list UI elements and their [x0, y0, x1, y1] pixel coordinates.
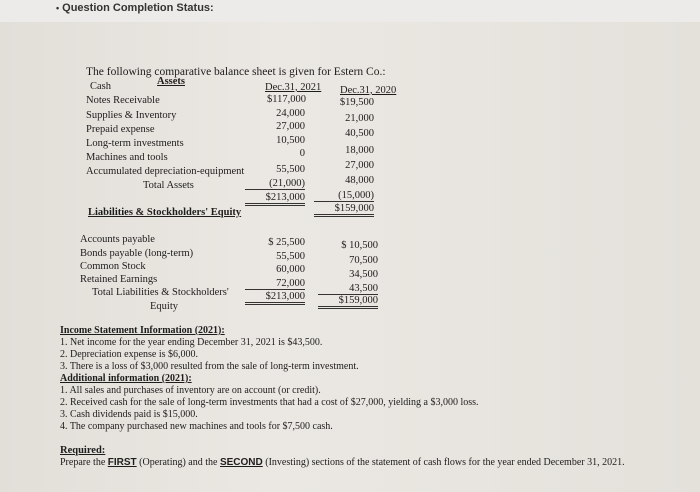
required-prefix: Prepare the: [60, 457, 108, 468]
liabilities-heading: Liabilities & Stockholders' Equity: [88, 207, 242, 218]
liability-label: Common Stock: [80, 261, 146, 272]
first-keyword: FIRST: [107, 457, 137, 468]
asset-value-2021: 24,000: [276, 108, 305, 119]
asset-label: Supplies & Inventory: [86, 110, 177, 121]
asset-value-2021: 55,500: [276, 164, 305, 175]
status-label: Question Completion Status:: [62, 2, 214, 14]
question-content: [0, 22, 700, 492]
additional-item: 2. Received cash for the sale of long-term investments that had a cost of $27,000, yielding a $3,000 loss.: [60, 397, 479, 408]
additional-item: 4. The company purchased new machines and tools for $7,500 cash.: [60, 421, 333, 432]
liability-value-2020: 70,500: [349, 255, 378, 266]
asset-value-2020: (15,000): [314, 190, 374, 202]
liability-label: Bonds payable (long-term): [80, 248, 194, 259]
asset-label: Accumulated depreciation-equipment: [86, 166, 245, 177]
liability-label: Retained Earnings: [80, 274, 158, 285]
required-mid1: (Operating) and the: [136, 457, 220, 468]
asset-label: Machines and tools: [86, 152, 168, 163]
total-assets-label: Total Assets: [143, 180, 194, 191]
asset-value-2021: $117,000: [267, 94, 306, 105]
liability-value-2020: $ 10,500: [341, 240, 378, 251]
asset-value-2020: 18,000: [345, 145, 374, 156]
income-item: 2. Depreciation expense is $6,000.: [60, 349, 199, 360]
income-item: 1. Net income for the year ending December 31, 2021 is $43,500.: [60, 337, 323, 348]
required-mid2: (Investing) sections of the statement of cash flows for the year ended December 31, 2021.: [262, 457, 625, 468]
asset-value-2021: 27,000: [276, 121, 305, 132]
question-status: [56, 2, 214, 14]
asset-value-2020: 40,500: [345, 128, 374, 139]
income-item: 3. There is a loss of $3,000 resulted from the sale of long-term investment.: [60, 361, 359, 372]
additional-heading: Additional information (2021):: [60, 373, 192, 384]
asset-value-2021: 10,500: [276, 135, 305, 146]
asset-label: Cash: [90, 81, 111, 92]
col-2020-heading: Dec.31, 2020: [340, 85, 397, 96]
liability-value-2021: 72,000: [245, 278, 305, 290]
liability-value-2020: 34,500: [349, 269, 378, 280]
assets-heading: Assets: [157, 76, 185, 87]
total-assets-2020: $159,000: [314, 203, 374, 217]
intro-text: The following comparative balance sheet is given for Estern Co.:: [86, 66, 386, 78]
liability-label: Accounts payable: [80, 234, 155, 245]
liability-value-2021: 60,000: [276, 264, 305, 275]
total-liabilities-label-2: Equity: [150, 301, 178, 312]
asset-value-2021: (21,000): [245, 178, 305, 190]
asset-value-2020: 21,000: [345, 113, 374, 124]
required-heading: Required:: [60, 445, 106, 456]
income-heading: Income Statement Information (2021):: [60, 325, 225, 336]
liability-value-2021: 55,500: [276, 251, 305, 262]
asset-value-2020: 27,000: [345, 160, 374, 171]
asset-label: Prepaid expense: [86, 124, 155, 135]
bullet-icon: •: [56, 3, 60, 13]
additional-item: 3. Cash dividends paid is $15,000.: [60, 409, 198, 420]
total-liabilities-2021: $213,000: [245, 291, 305, 305]
total-liabilities-label: Total Liabilities & Stockholders': [92, 287, 229, 298]
additional-item: 1. All sales and purchases of inventory are on account (or credit).: [60, 385, 321, 396]
liability-value-2020: 43,500: [318, 283, 378, 295]
asset-label: Long-term investments: [86, 138, 184, 149]
total-assets-2021: $213,000: [245, 192, 305, 206]
question-header-bar: [0, 0, 700, 22]
required-text: [60, 457, 625, 468]
second-keyword: SECOND: [219, 457, 263, 468]
col-2021-heading: Dec.31, 2021: [265, 82, 322, 93]
asset-value-2021: 0: [299, 148, 305, 159]
asset-value-2020: $19,500: [339, 97, 374, 108]
total-liabilities-2020: $159,000: [318, 295, 378, 309]
asset-value-2020: 48,000: [345, 175, 374, 186]
liability-value-2021: $ 25,500: [268, 237, 305, 248]
asset-label: Notes Receivable: [86, 95, 160, 106]
